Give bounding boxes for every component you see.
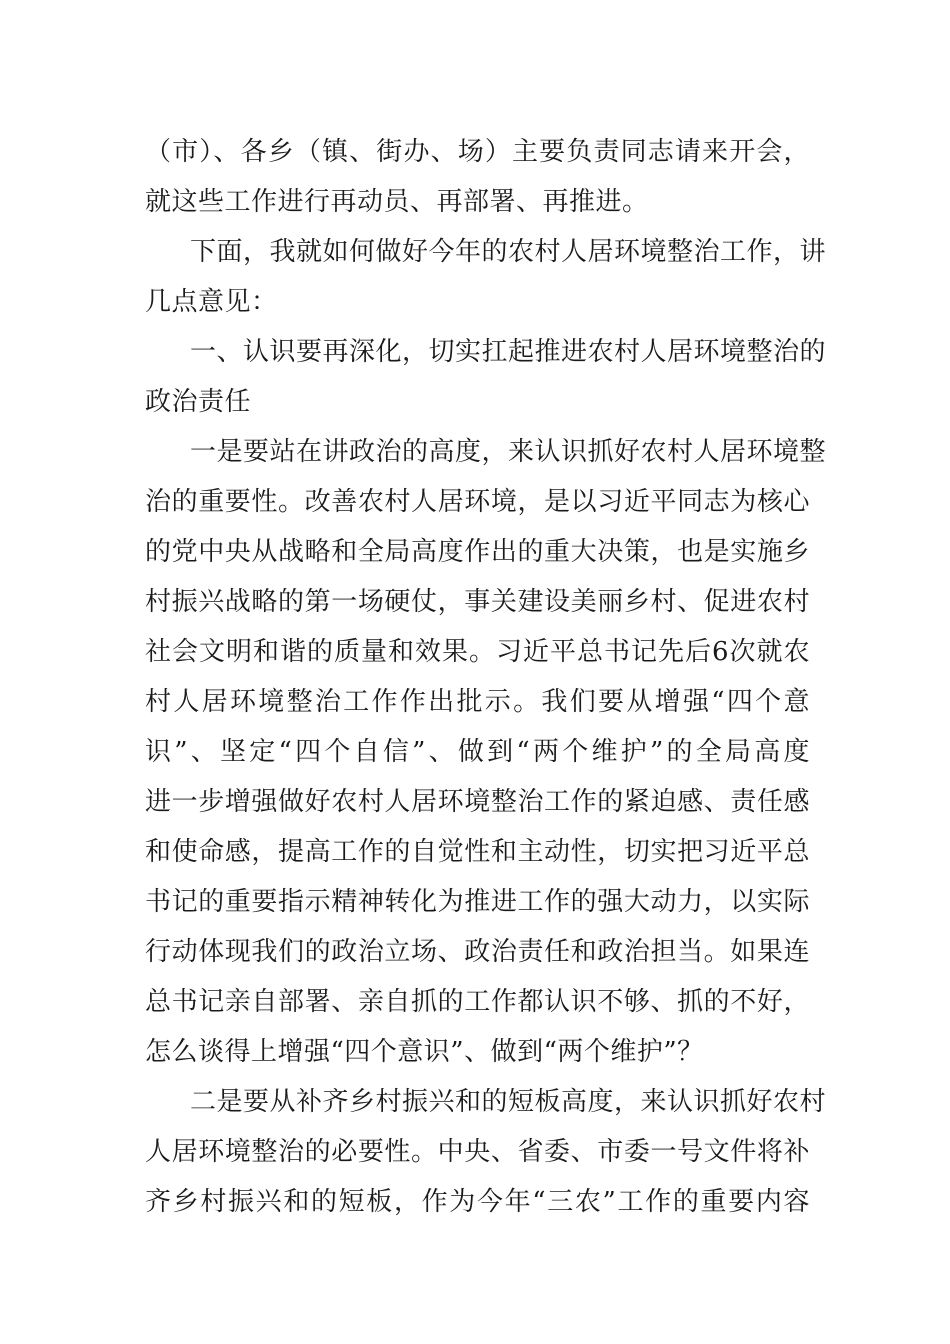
text-line-8: 治的重要性。改善农村人居环境，是以习近平同志为核心 bbox=[145, 487, 810, 517]
text-line-19: 怎么谈得上增强“四个意识”、做到“两个维护”？ bbox=[145, 1037, 704, 1067]
text-line-16: 书记的重要指示精神转化为推进工作的强大动力，以实际 bbox=[145, 887, 810, 917]
text-line-10: 村振兴战略的第一场硬仗，事关建设美丽乡村、促进农村 bbox=[145, 587, 810, 617]
section-heading-1-cont: 政治责任 bbox=[145, 387, 252, 417]
text-line-20: 二是要从补齐乡村振兴和的短板高度，来认识抓好农村 bbox=[190, 1087, 827, 1117]
text-line-18: 总书记亲自部署、亲自抓的工作都认识不够、抓的不好， bbox=[145, 987, 810, 1017]
text-line-17: 行动体现我们的政治立场、政治责任和政治担当。如果连 bbox=[145, 937, 810, 967]
text-line-11: 社会文明和谐的质量和效果。习近平总书记先后6次就农 bbox=[145, 637, 810, 667]
text-line-1: （市）、各乡（镇、街办、场）主要负责同志请来开会， bbox=[145, 137, 810, 167]
text-line-9: 的党中央从战略和全局高度作出的重大决策，也是实施乡 bbox=[145, 537, 810, 567]
text-line-4: 几点意见： bbox=[145, 287, 278, 317]
text-line-12: 村人居环境整治工作作出批示。我们要从增强“四个意 bbox=[145, 687, 810, 717]
text-line-15: 和使命感，提高工作的自觉性和主动性，切实把习近平总 bbox=[145, 837, 810, 867]
text-line-22: 齐乡村振兴和的短板，作为今年“三农”工作的重要内容 bbox=[145, 1187, 810, 1217]
text-line-7: 一是要站在讲政治的高度，来认识抓好农村人居环境整 bbox=[190, 437, 827, 467]
text-line-21: 人居环境整治的必要性。中央、省委、市委一号文件将补 bbox=[145, 1137, 810, 1167]
text-line-3: 下面，我就如何做好今年的农村人居环境整治工作，讲 bbox=[190, 237, 827, 267]
section-heading-1: 一、认识要再深化，切实扛起推进农村人居环境整治的 bbox=[190, 337, 827, 367]
text-line-2: 就这些工作进行再动员、再部署、再推进。 bbox=[145, 187, 649, 217]
text-line-13: 识”、坚定“四个自信”、做到“两个维护”的全局高度 bbox=[145, 737, 810, 767]
text-line-14: 进一步增强做好农村人居环境整治工作的紧迫感、责任感 bbox=[145, 787, 810, 817]
